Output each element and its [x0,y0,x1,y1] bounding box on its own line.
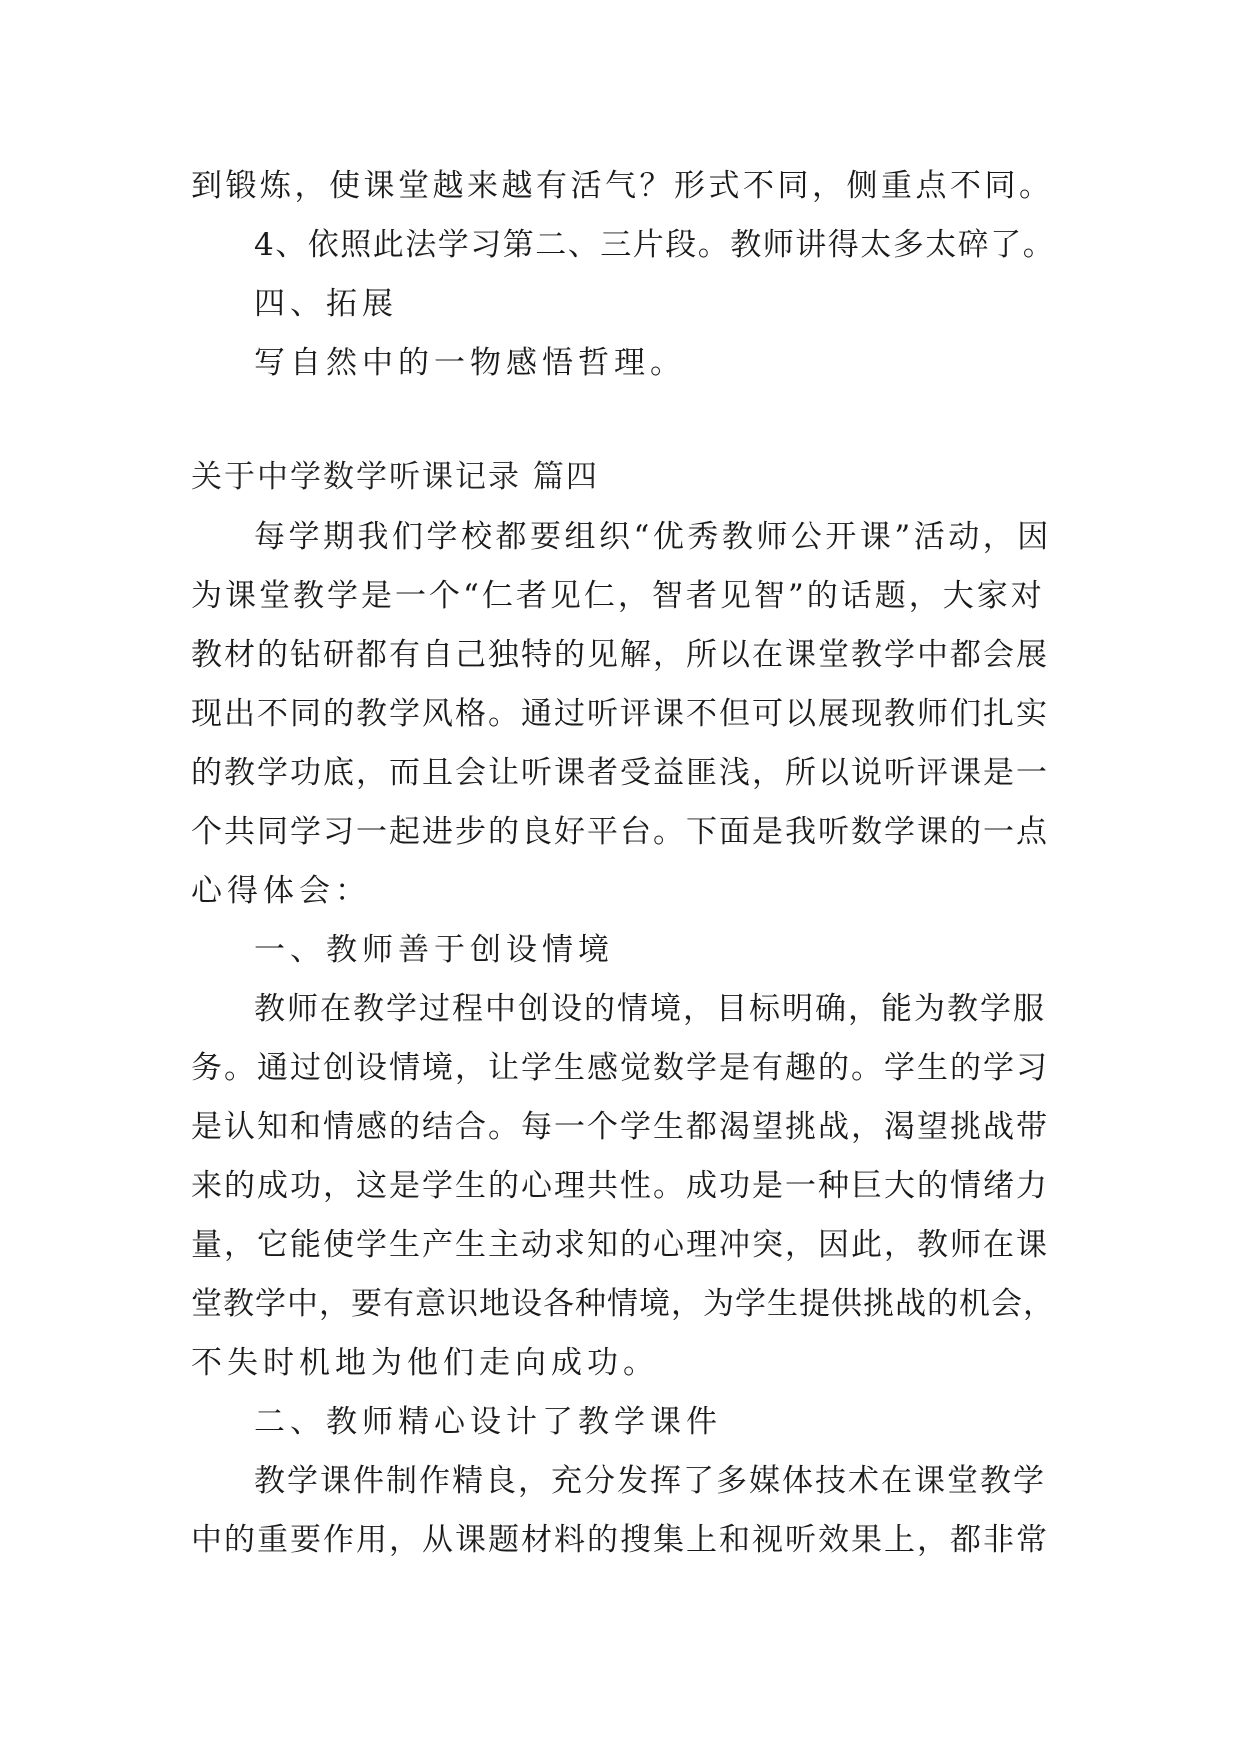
paragraph-line: 教材的钻研都有自己独特的见解，所以在课堂教学中都会展 [191,637,1049,673]
paragraph-line: 现出不同的教学风格。通过听评课不但可以展现教师们扎实 [191,696,1049,732]
paragraph-line: 中的重要作用，从课题材料的搜集上和视听效果上，都非常 [191,1522,1049,1558]
paragraph-line: 4、依照此法学习第二、三片段。教师讲得太多太碎了。 [254,227,1056,263]
paragraph-line: 量，它能使学生产生主动求知的心理冲突，因此，教师在课 [191,1227,1049,1263]
paragraph-line: 教师在教学过程中创设的情境，目标明确，能为教学服 [254,991,1046,1027]
paragraph-line: 到锻炼，使课堂越来越有活气？形式不同，侧重点不同。 [191,168,1054,204]
paragraph-line: 写自然中的一物感悟哲理。 [254,345,686,381]
section-heading: 一、教师善于创设情境 [254,932,614,968]
paragraph-line: 来的成功，这是学生的心理共性。成功是一种巨大的情绪力 [191,1168,1049,1204]
paragraph-line: 是认知和情感的结合。每一个学生都渴望挑战，渴望挑战带 [191,1109,1049,1145]
paragraph-line: 每学期我们学校都要组织“优秀教师公开课”活动，因 [254,519,1052,555]
section-heading: 四、拓展 [254,286,398,322]
paragraph-line: 不失时机地为他们走向成功。 [191,1345,659,1381]
paragraph-line: 个共同学习一起进步的良好平台。下面是我听数学课的一点 [191,814,1049,850]
paragraph-line: 心得体会： [191,873,371,909]
paragraph-line: 的教学功底，而且会让听课者受益匪浅，所以说听评课是一 [191,755,1049,791]
paragraph-line: 务。通过创设情境，让学生感觉数学是有趣的。学生的学习 [191,1050,1049,1086]
paragraph-line: 教学课件制作精良，充分发挥了多媒体技术在课堂教学 [254,1463,1046,1499]
section-heading: 二、教师精心设计了教学课件 [254,1404,722,1440]
paragraph-line: 为课堂教学是一个“仁者见仁，智者见智”的话题，大家对 [191,578,1045,614]
article-title: 关于中学数学听课记录 篇四 [191,459,599,495]
paragraph-line: 堂教学中，要有意识地设各种情境，为学生提供挑战的机会， [191,1286,1055,1322]
